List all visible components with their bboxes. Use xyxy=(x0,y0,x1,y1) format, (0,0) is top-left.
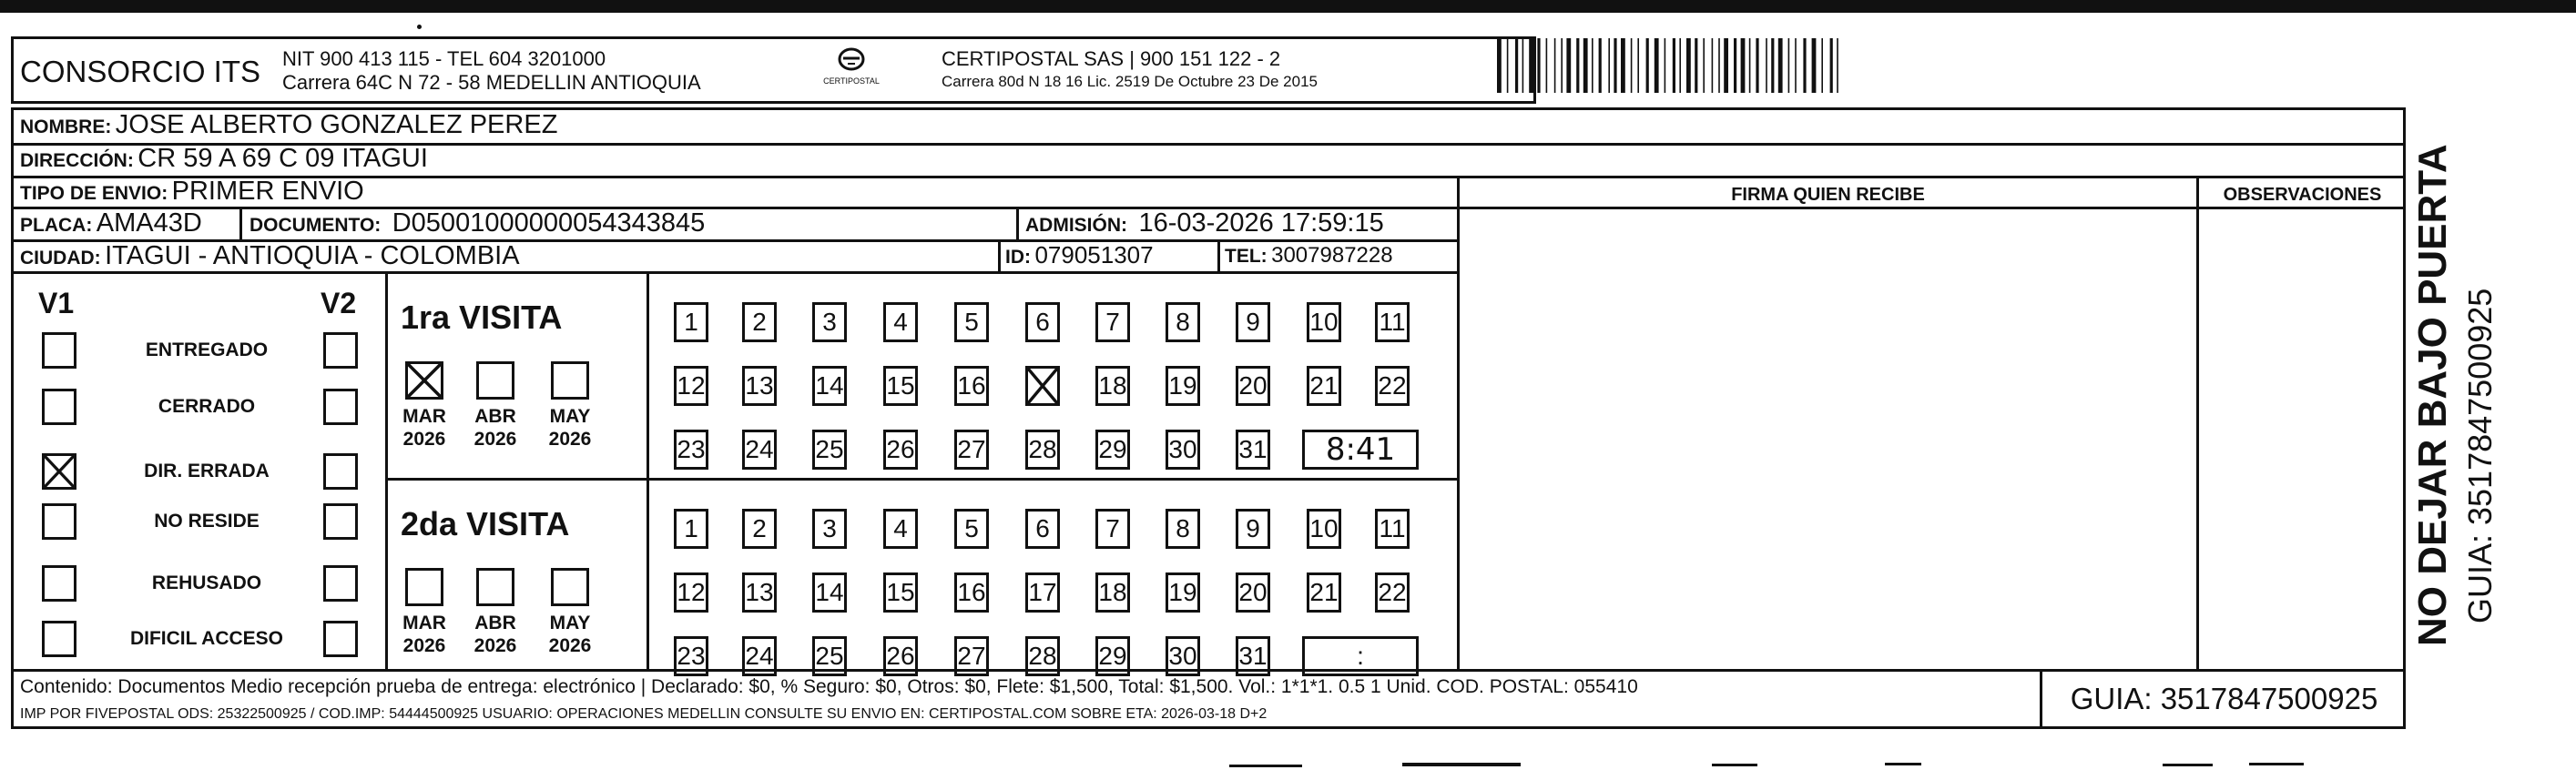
day-box[interactable]: 24 xyxy=(742,430,777,470)
day-box[interactable]: 31 xyxy=(1236,636,1270,676)
option-label: ENTREGADO xyxy=(145,339,269,360)
ciudad-value: ITAGUI - ANTIOQUIA - COLOMBIA xyxy=(105,241,520,270)
visit-title: 1ra VISITA xyxy=(401,299,563,336)
day-box[interactable]: 21 xyxy=(1307,572,1341,613)
edge-fragment xyxy=(2163,764,2213,766)
day-box[interactable]: 3 xyxy=(812,509,847,549)
day-box[interactable]: 18 xyxy=(1095,366,1130,406)
day-box[interactable]: 10 xyxy=(1307,302,1341,342)
month-label: MAY 2026 xyxy=(548,613,592,656)
barcode-bar xyxy=(1592,38,1593,93)
barcode-bar xyxy=(1665,38,1666,93)
barcode-bar xyxy=(1522,38,1524,93)
documento-cell: DOCUMENTO: D05001000000054343845 xyxy=(249,208,706,238)
tel-cell: TEL: 3007987228 xyxy=(1225,243,1393,268)
month-checkbox[interactable] xyxy=(476,568,514,606)
time-box[interactable]: : xyxy=(1302,636,1419,676)
barcode-bar xyxy=(1608,38,1610,93)
barcode-bar xyxy=(1812,38,1817,93)
barcode-bar xyxy=(1561,38,1563,93)
day-box[interactable]: 26 xyxy=(883,430,918,470)
day-box[interactable]: 12 xyxy=(674,572,708,613)
carrier-line1: CERTIPOSTAL SAS | 900 151 122 - 2 xyxy=(942,47,1281,70)
day-box[interactable]: 30 xyxy=(1166,430,1200,470)
company-line1: NIT 900 413 115 - TEL 604 3201000 xyxy=(282,47,606,70)
tipo-value: PRIMER ENVIO xyxy=(171,177,364,206)
month-label: ABR 2026 xyxy=(473,406,517,450)
day-box[interactable]: 11 xyxy=(1375,509,1410,549)
month-checkbox[interactable] xyxy=(551,568,589,606)
direccion-row: DIRECCIÓN: CR 59 A 69 C 09 ITAGUI xyxy=(20,144,428,173)
barcode-bar xyxy=(1529,38,1533,93)
day-box[interactable]: 6 xyxy=(1025,302,1060,342)
nombre-row: NOMBRE: JOSE ALBERTO GONZALEZ PEREZ xyxy=(20,110,558,139)
v2-checkbox[interactable] xyxy=(323,453,358,490)
side-guia: GUIA: 3517847500925 xyxy=(2461,288,2499,623)
barcode-bar xyxy=(1686,38,1691,93)
day-box[interactable]: 19 xyxy=(1166,366,1200,406)
barcode-bar xyxy=(1554,38,1556,93)
barcode-bar xyxy=(1788,38,1790,93)
day-box[interactable]: 11 xyxy=(1375,302,1410,342)
edge-fragment xyxy=(1712,764,1757,766)
day-box[interactable] xyxy=(1025,366,1060,406)
barcode-bar xyxy=(1771,38,1774,93)
edge-fragment xyxy=(2249,763,2304,765)
company-name: CONSORCIO ITS xyxy=(20,55,261,88)
option-label: NO RESIDE xyxy=(154,511,260,532)
barcode-bars xyxy=(1495,38,1846,93)
barcode-bar xyxy=(1673,38,1675,93)
barcode-bar xyxy=(1724,38,1728,93)
carrier-line2: Carrera 80d N 18 16 Lic. 2519 De Octubre 23 De 2015 xyxy=(942,73,1318,90)
day-box[interactable]: 5 xyxy=(954,302,989,342)
v1-checkbox[interactable] xyxy=(42,453,76,490)
day-box[interactable]: 13 xyxy=(742,366,777,406)
ciudad-row: CIUDAD: ITAGUI - ANTIOQUIA - COLOMBIA xyxy=(20,241,520,270)
month-label: MAR 2026 xyxy=(402,613,446,656)
v1-checkbox[interactable] xyxy=(42,389,76,425)
v2-checkbox[interactable] xyxy=(323,621,358,657)
v1-checkbox[interactable] xyxy=(42,621,76,657)
barcode-bar xyxy=(1646,38,1649,93)
barcode-bar xyxy=(1756,38,1758,93)
barcode-bar xyxy=(1734,38,1736,93)
day-box[interactable]: 28 xyxy=(1025,430,1060,470)
nombre-value: JOSE ALBERTO GONZALEZ PEREZ xyxy=(115,110,558,139)
certipostal-logo: CERTIPOSTAL xyxy=(815,43,888,97)
day-box[interactable]: 6 xyxy=(1025,509,1060,549)
barcode-bar xyxy=(1497,38,1502,93)
month-checkbox[interactable] xyxy=(405,361,443,400)
v1-checkbox[interactable] xyxy=(42,565,76,602)
day-box[interactable]: 31 xyxy=(1236,430,1270,470)
month-label: ABR 2026 xyxy=(473,613,517,656)
v1-label: V1 xyxy=(38,287,75,319)
barcode-bar xyxy=(1703,38,1705,93)
day-box[interactable]: 8 xyxy=(1166,509,1200,549)
month-checkbox[interactable] xyxy=(551,361,589,400)
day-box[interactable]: 16 xyxy=(954,366,989,406)
barcode-bar xyxy=(1566,38,1571,93)
day-box[interactable]: 17 xyxy=(1025,572,1060,613)
barcode-bar xyxy=(1830,38,1833,93)
day-box[interactable]: 15 xyxy=(883,572,918,613)
day-box[interactable]: 7 xyxy=(1095,509,1130,549)
barcode-bar xyxy=(1718,38,1720,93)
day-box[interactable]: 14 xyxy=(812,366,847,406)
day-box[interactable]: 1 xyxy=(674,302,708,342)
day-box[interactable]: 16 xyxy=(954,572,989,613)
day-box[interactable]: 2 xyxy=(742,509,777,549)
day-box[interactable]: 4 xyxy=(883,302,918,342)
day-box[interactable]: 23 xyxy=(674,430,708,470)
day-box[interactable]: 7 xyxy=(1095,302,1130,342)
day-box[interactable]: 15 xyxy=(883,366,918,406)
placa-value: AMA43D xyxy=(96,208,202,238)
edge-fragment xyxy=(1402,763,1521,766)
observaciones-label: OBSERVACIONES xyxy=(2223,185,2382,205)
barcode-bar xyxy=(1803,38,1806,93)
month-label: MAR 2026 xyxy=(402,406,446,450)
day-box[interactable]: 24 xyxy=(742,636,777,676)
day-box[interactable]: 26 xyxy=(883,636,918,676)
month-checkbox[interactable] xyxy=(405,568,443,606)
day-box[interactable]: 18 xyxy=(1095,572,1130,613)
day-box[interactable]: 30 xyxy=(1166,636,1200,676)
visit-title: 2da VISITA xyxy=(401,505,570,542)
edge-fragment xyxy=(1229,765,1302,767)
day-box[interactable]: 9 xyxy=(1236,302,1270,342)
side-warning: NO DEJAR BAJO PUERTA xyxy=(2410,144,2455,646)
placa-cell: PLACA: AMA43D xyxy=(20,208,202,238)
time-box[interactable]: 8:41 xyxy=(1302,430,1419,470)
v1-checkbox[interactable] xyxy=(42,503,76,540)
v2-checkbox[interactable] xyxy=(323,565,358,602)
day-box[interactable]: 22 xyxy=(1375,366,1410,406)
barcode-bar xyxy=(1778,38,1783,93)
barcode-bar xyxy=(1837,38,1838,93)
id-cell: ID: 079051307 xyxy=(1005,241,1154,268)
day-box[interactable]: 25 xyxy=(812,636,847,676)
day-box[interactable]: 19 xyxy=(1166,572,1200,613)
side-text xyxy=(2411,114,2539,646)
day-box[interactable]: 25 xyxy=(812,430,847,470)
top-band xyxy=(0,0,2576,13)
barcode-bar xyxy=(1515,38,1518,93)
tel-value: 3007987228 xyxy=(1271,243,1393,268)
day-box[interactable]: 8 xyxy=(1166,302,1200,342)
footer-imp: IMP POR FIVEPOSTAL ODS: 25322500925 / COD.IMP: 54444500925 USUARIO: OPERACIONES MEDELLIN CONSULTE SU ENVIO EN: CERTIPOSTAL.COM SOBRE ETA: 2026-03-18 D+2 xyxy=(20,706,1268,722)
option-label: REHUSADO xyxy=(151,572,262,593)
day-box[interactable]: 22 xyxy=(1375,572,1410,613)
day-box[interactable]: 23 xyxy=(674,636,708,676)
option-label: DIR. ERRADA xyxy=(144,461,270,481)
v2-checkbox[interactable] xyxy=(323,332,358,369)
footer-contenido: Contenido: Documentos Medio recepción prueba de entrega: electrónico | Declarado: $0, % Seguro: $0, Otros: $0, Flete: $1,500, Total: $1,500. Vol.: 1*1*1. 0.5 1 Unid. COD. POSTAL: 055410 xyxy=(20,676,1638,697)
barcode-bar xyxy=(1637,38,1639,93)
barcode-bar xyxy=(1712,38,1714,93)
barcode-bar xyxy=(1614,38,1616,93)
barcode-bar xyxy=(1795,38,1797,93)
day-box[interactable]: 27 xyxy=(954,636,989,676)
barcode-bar xyxy=(1631,38,1633,93)
barcode-bar xyxy=(1621,38,1625,93)
firma-label: FIRMA QUIEN RECIBE xyxy=(1731,185,1925,205)
month-checkbox[interactable] xyxy=(476,361,514,400)
barcode-bar xyxy=(1576,38,1579,93)
day-box[interactable]: 1 xyxy=(674,509,708,549)
v2-checkbox[interactable] xyxy=(323,503,358,540)
barcode-bar xyxy=(1766,38,1767,93)
day-box[interactable]: 13 xyxy=(742,572,777,613)
tipo-row: TIPO DE ENVIO: PRIMER ENVIO xyxy=(20,177,364,206)
day-box[interactable]: 10 xyxy=(1307,509,1341,549)
day-box[interactable]: 5 xyxy=(954,509,989,549)
day-box[interactable]: 21 xyxy=(1307,366,1341,406)
day-box[interactable]: 20 xyxy=(1236,366,1270,406)
barcode-bar xyxy=(1599,38,1602,93)
barcode-bar xyxy=(1546,38,1548,93)
day-box[interactable]: 29 xyxy=(1095,430,1130,470)
day-box[interactable]: 20 xyxy=(1236,572,1270,613)
footer-guia: GUIA: 3517847500925 xyxy=(2070,682,2378,715)
day-box[interactable]: 12 xyxy=(674,366,708,406)
day-box[interactable]: 27 xyxy=(954,430,989,470)
day-box[interactable]: 29 xyxy=(1095,636,1130,676)
day-box[interactable]: 9 xyxy=(1236,509,1270,549)
month-label: MAY 2026 xyxy=(548,406,592,450)
v2-checkbox[interactable] xyxy=(323,389,358,425)
v2-label: V2 xyxy=(321,287,357,319)
barcode-bar xyxy=(1695,38,1697,93)
barcode-bar xyxy=(1821,38,1823,93)
direccion-value: CR 59 A 69 C 09 ITAGUI xyxy=(137,144,428,173)
admision-value: 16-03-2026 17:59:15 xyxy=(1138,208,1384,238)
barcode-bar xyxy=(1583,38,1588,93)
day-box[interactable]: 2 xyxy=(742,302,777,342)
id-value: 079051307 xyxy=(1034,241,1154,268)
company-line2: Carrera 64C N 72 - 58 MEDELLIN ANTIOQUIA xyxy=(282,71,701,94)
barcode-bar xyxy=(1679,38,1681,93)
day-box[interactable]: 3 xyxy=(812,302,847,342)
dot-mark xyxy=(417,25,422,29)
barcode xyxy=(1495,38,1846,93)
day-box[interactable]: 4 xyxy=(883,509,918,549)
barcode-bar xyxy=(1655,38,1659,93)
day-box[interactable]: 14 xyxy=(812,572,847,613)
admision-cell: ADMISIÓN: 16-03-2026 17:59:15 xyxy=(1025,208,1384,238)
day-box[interactable]: 28 xyxy=(1025,636,1060,676)
barcode-bar xyxy=(1741,38,1746,93)
barcode-bar xyxy=(1749,38,1751,93)
option-label: CERRADO xyxy=(158,396,256,417)
edge-fragment xyxy=(1885,763,1921,765)
barcode-bar xyxy=(1507,38,1509,93)
barcode-bar xyxy=(1537,38,1540,93)
v1-checkbox[interactable] xyxy=(42,332,76,369)
documento-value: D05001000000054343845 xyxy=(392,208,706,238)
option-label: DIFICIL ACCESO xyxy=(129,628,283,649)
